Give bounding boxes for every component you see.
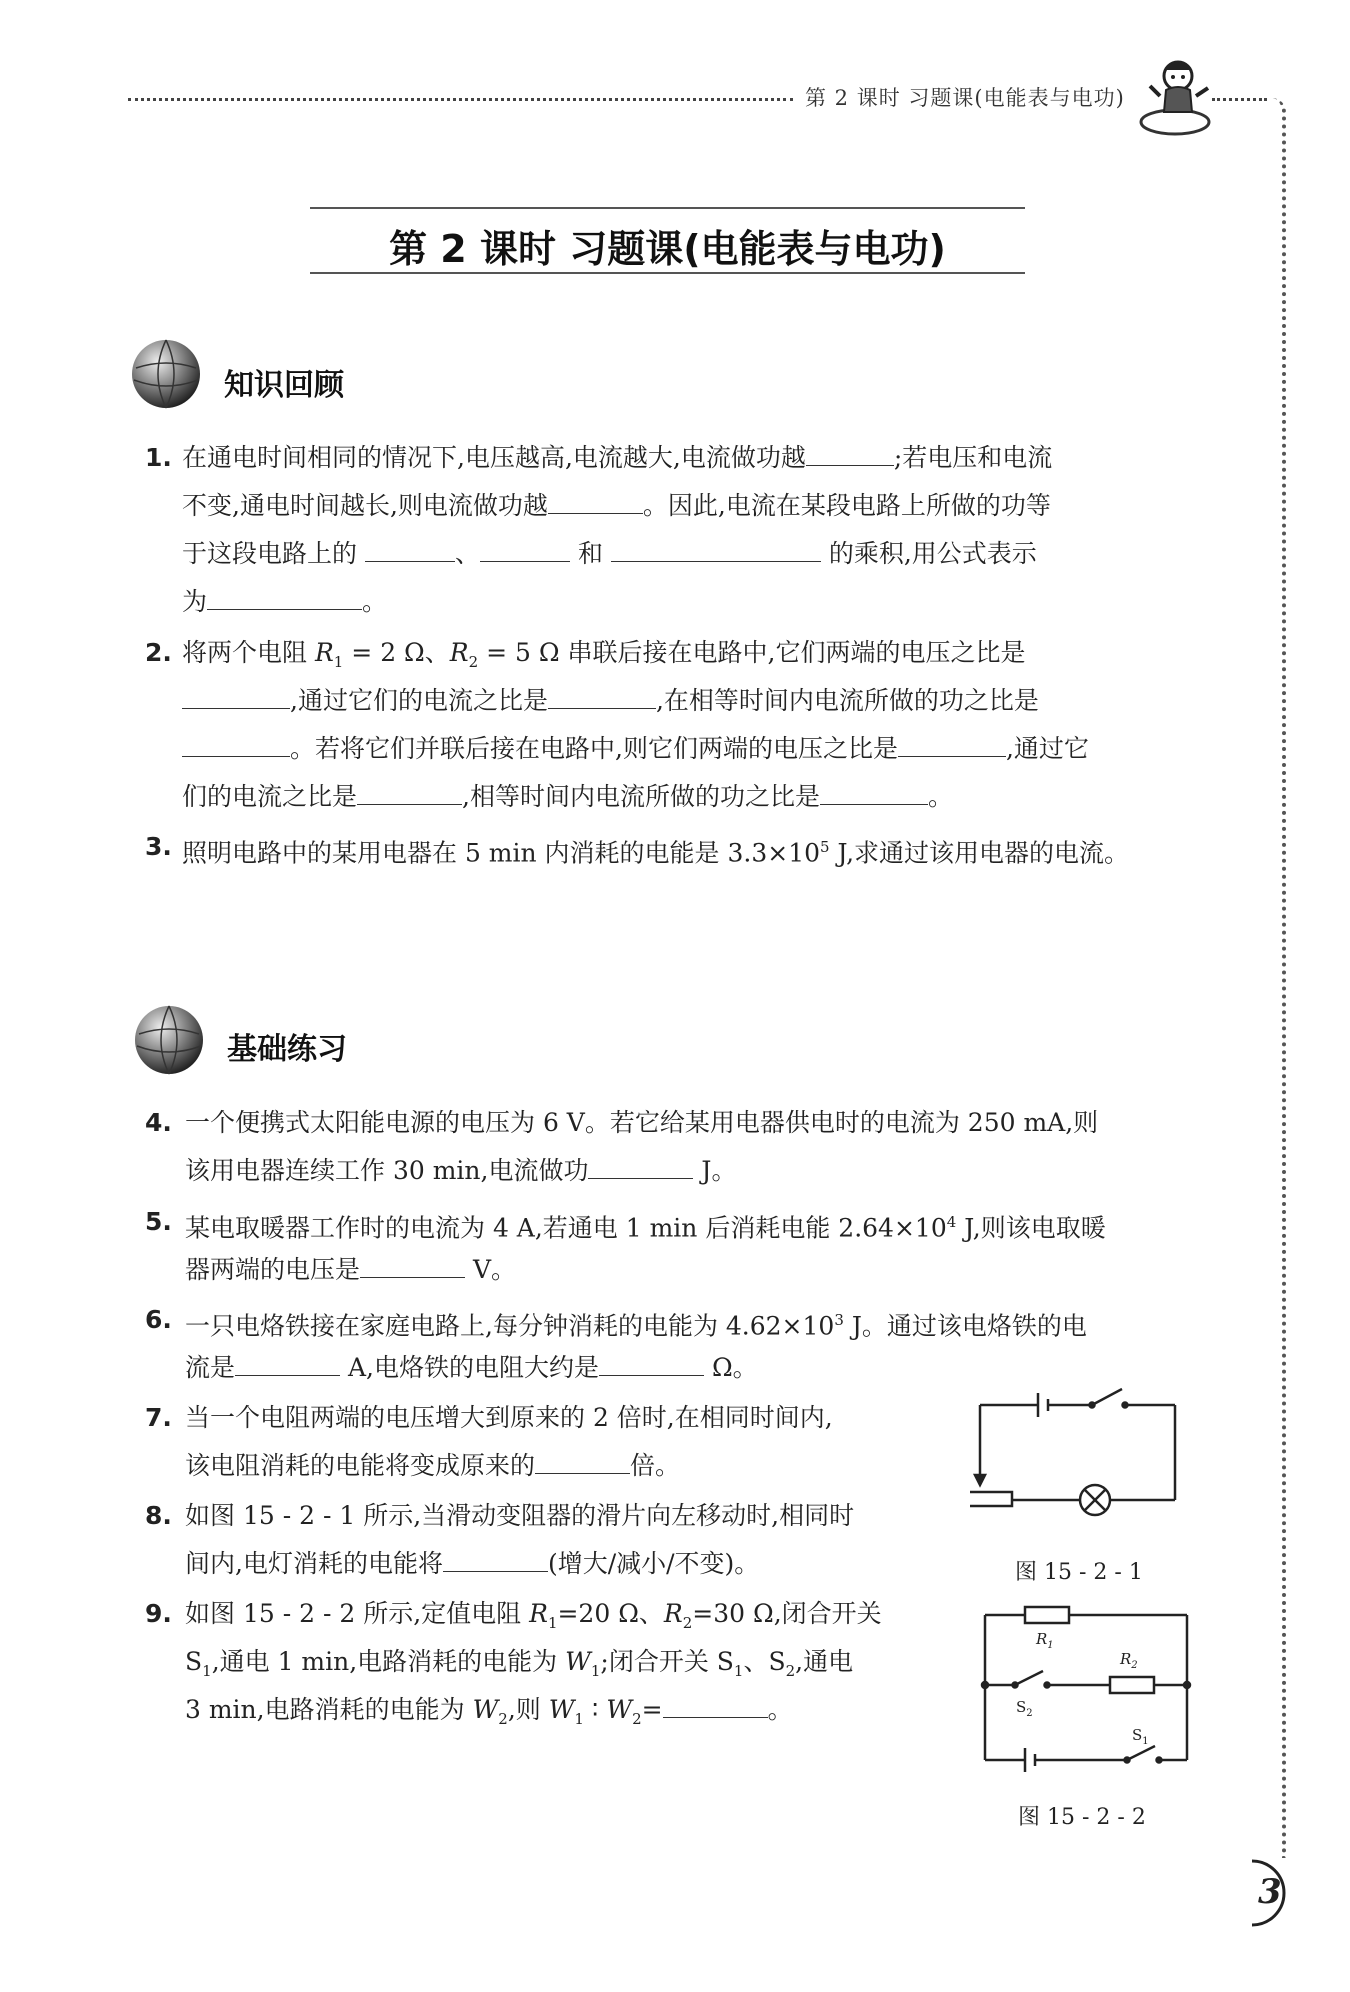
answer-blank[interactable] — [588, 1156, 693, 1179]
q9-line-2: $S_1$,通电 1 min,电路消耗的电能为 $W_1$;闭合开关 $S_1$、$S_2$,通电 — [185, 1647, 854, 1680]
page-dotted-border — [1267, 98, 1286, 1858]
q8-line-2: 间内,电灯消耗的电能将 (增大/减小/不变)。 — [185, 1549, 760, 1578]
q2-line-4: 们的电流之比是 ,相等时间内电流所做的功之比是 。 — [182, 782, 953, 811]
q9-line-1: 如图 15 - 2 - 2 所示,定值电阻 $R_1=20$ Ω、$R_2=30$ Ω,闭合开关 — [185, 1599, 882, 1632]
q2-number: 2. — [145, 638, 172, 667]
fig2-label-s1: $S_1$ — [1132, 1726, 1149, 1747]
mascot-icon — [1130, 50, 1220, 140]
fig2-label-s2: $S_2$ — [1016, 1698, 1033, 1719]
title-rule-top — [310, 207, 1025, 209]
section-practice-heading — [133, 1004, 453, 1084]
answer-blank[interactable] — [443, 1549, 548, 1572]
q7-line-2: 该电阻消耗的电能将变成原来的 倍。 — [185, 1451, 681, 1480]
switch-icon — [1092, 1389, 1122, 1405]
q5-line-2: 器两端的电压是 V。 — [185, 1255, 517, 1284]
answer-blank[interactable] — [535, 1451, 630, 1474]
q2-line-3: 。若将它们并联后接在电路中,则它们两端的电压之比是 ,通过它 — [182, 734, 1089, 764]
q8-line-1: 如图 15 - 2 - 1 所示,当滑动变阻器的滑片向左移动时,相同时 — [185, 1501, 855, 1530]
q4-number: 4. — [145, 1108, 172, 1137]
q8-number: 8. — [145, 1501, 172, 1530]
figure-15-2-1-caption: 图 15 - 2 - 1 — [1015, 1560, 1143, 1585]
q6-line-1: 一只电烙铁接在家庭电路上,每分钟消耗的电能为 $4.62\times 10^3$ J。通过该电烙铁的电 — [185, 1311, 1087, 1341]
q4-line-1: 一个便携式太阳能电源的电压为 6 V。若它给某用电器供电时的电流为 250 mA,则 — [185, 1108, 1099, 1137]
answer-blank[interactable] — [820, 782, 928, 805]
rheostat-icon — [970, 1492, 1012, 1506]
q7-line-1: 当一个电阻两端的电压增大到原来的 2 倍时,在相同时间内, — [185, 1403, 833, 1432]
q1-line-3: 于这段电路上的 、 和 的乘积,用公式表示 — [182, 539, 1037, 568]
q1-line-4: 为 。 — [182, 587, 388, 616]
q6-number: 6. — [145, 1305, 172, 1334]
q2-line-2: ,通过它们的电流之比是 ,在相等时间内电流所做的功之比是 — [182, 686, 1039, 716]
switch-s1-icon — [1127, 1746, 1155, 1760]
q2-line-1: 将两个电阻 $R_1 = 2$ Ω、$R_2 = 5$ Ω 串联后接在电路中,它们两端的电压之比是 — [182, 638, 1026, 671]
switch-s2-icon — [1015, 1671, 1043, 1685]
answer-blank[interactable] — [360, 1255, 465, 1278]
fig2-label-r2: $R_2$ — [1120, 1650, 1138, 1671]
q6-line-2: 流是 A,电烙铁的电阻大约是 Ω。 — [185, 1353, 758, 1382]
section-practice-label: 基础练习 — [227, 1032, 347, 1067]
answer-blank[interactable] — [599, 1353, 704, 1376]
answer-blank[interactable] — [480, 539, 570, 562]
figure-15-2-2-caption: 图 15 - 2 - 2 — [1018, 1805, 1146, 1830]
globe-icon — [133, 1004, 205, 1076]
figure-15-2-1-circuit — [970, 1375, 1190, 1525]
answer-blank[interactable] — [663, 1695, 768, 1718]
answer-blank[interactable] — [365, 539, 455, 562]
answer-blank[interactable] — [207, 587, 362, 610]
q5-line-1: 某电取暖器工作时的电流为 4 A,若通电 1 min 后消耗电能 $2.64\times 10^4$ J,则该电取暖 — [185, 1213, 1106, 1243]
answer-blank[interactable] — [548, 491, 643, 514]
page-title: 第 2 课时 习题课(电能表与电功) — [389, 227, 946, 271]
running-header: 第 2 课时 习题课(电能表与电功) — [805, 86, 1125, 110]
answer-blank[interactable] — [898, 734, 1006, 757]
answer-blank[interactable] — [182, 734, 290, 757]
answer-blank[interactable] — [806, 443, 894, 466]
fig2-label-r1: $R_1$ — [1036, 1630, 1054, 1651]
q3-number: 3. — [145, 832, 172, 861]
q9-line-3: 3 min,电路消耗的电能为 $W_2$,则 $W_1$ ∶ $W_2=$ 。 — [185, 1695, 793, 1728]
header-dotted-rule — [128, 98, 793, 101]
answer-blank[interactable] — [235, 1353, 340, 1376]
resistor-r2-icon — [1110, 1677, 1154, 1693]
q5-number: 5. — [145, 1207, 172, 1236]
q1-number: 1. — [145, 443, 172, 472]
answer-blank[interactable] — [611, 539, 821, 562]
section-review-heading — [130, 338, 450, 418]
q7-number: 7. — [145, 1403, 172, 1432]
title-rule-bottom — [310, 272, 1025, 274]
globe-icon — [130, 338, 202, 410]
resistor-r1-icon — [1025, 1607, 1069, 1623]
figure-15-2-2-circuit — [975, 1595, 1200, 1775]
q1-line-1: 在通电时间相同的情况下,电压越高,电流越大,电流做功越 ;若电压和电流 — [182, 443, 1053, 472]
q4-line-2: 该用电器连续工作 30 min,电流做功 J。 — [185, 1156, 737, 1185]
answer-blank[interactable] — [357, 782, 462, 805]
q3-line-1: 照明电路中的某用电器在 5 min 内消耗的电能是 $3.3\times 10^5$ J,求通过该用电器的电流。 — [182, 838, 1130, 868]
section-review-label: 知识回顾 — [224, 368, 344, 403]
q9-number: 9. — [145, 1599, 172, 1628]
page-number: 3 — [1258, 1872, 1282, 1912]
q1-line-2: 不变,通电时间越长,则电流做功越 。因此,电流在某段电路上所做的功等 — [182, 491, 1051, 520]
header-dotted-rule-right — [1212, 98, 1267, 101]
answer-blank[interactable] — [548, 686, 656, 709]
answer-blank[interactable] — [182, 686, 290, 709]
